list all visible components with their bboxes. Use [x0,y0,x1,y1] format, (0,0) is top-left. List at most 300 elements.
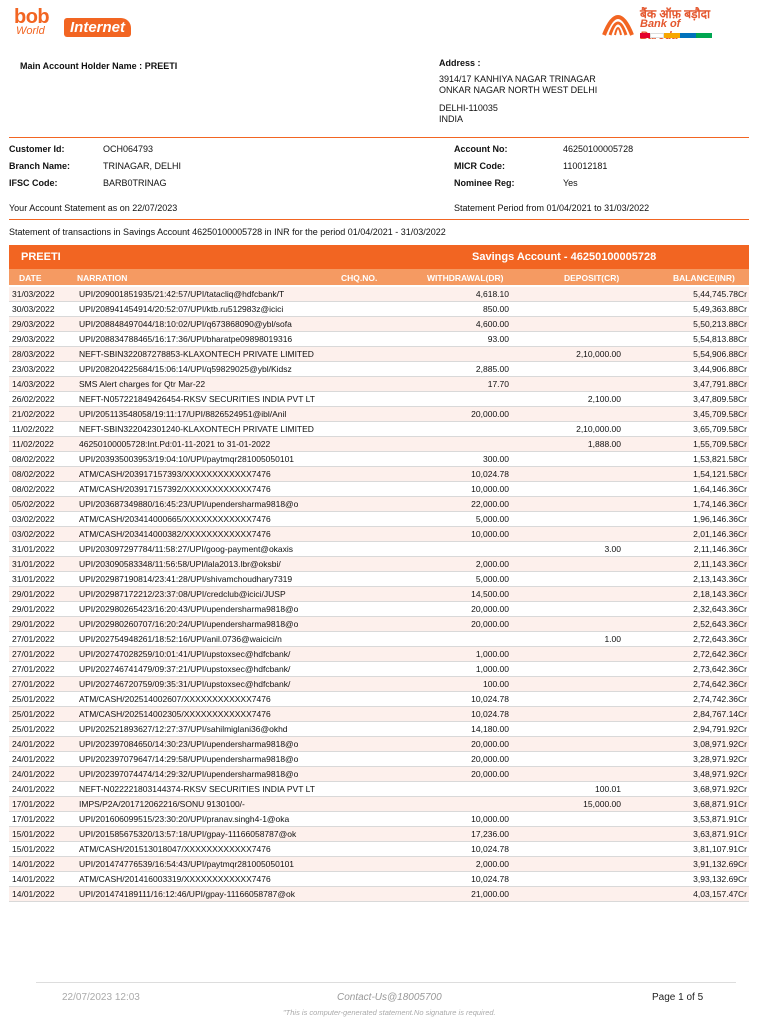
row-narration: UPI/208834788465/16:17:36/UPI/bharatpe09898019316 [77,332,339,347]
row-chq-no [339,467,399,482]
row-deposit [511,332,623,347]
row-withdrawal: 300.00 [399,452,511,467]
table-row [9,287,749,302]
row-balance: 2,18,143.36Cr [623,587,749,602]
row-narration: ATM/CASH/203414000665/XXXXXXXXXXXX7476 [77,512,339,527]
row-balance: 1,74,146.36Cr [623,497,749,512]
row-chq-no [339,872,399,887]
col-narration: NARRATION [77,273,128,283]
row-withdrawal: 14,180.00 [399,722,511,737]
row-chq-no [339,707,399,722]
row-date: 24/01/2022 [9,737,77,752]
table-row [9,362,749,377]
row-deposit [511,557,623,572]
row-deposit [511,497,623,512]
row-balance: 3,47,791.88Cr [623,377,749,392]
row-balance: 1,53,821.58Cr [623,452,749,467]
row-withdrawal: 2,885.00 [399,362,511,377]
row-deposit [511,767,623,782]
table-row [9,482,749,497]
table-row [9,407,749,422]
row-narration: ATM/CASH/203414000382/XXXXXXXXXXXX7476 [77,527,339,542]
row-balance: 5,50,213.88Cr [623,317,749,332]
row-date: 31/01/2022 [9,572,77,587]
row-date: 03/02/2022 [9,527,77,542]
row-narration: UPI/202980265423/16:20:43/UPI/upendersharma9818@o [77,602,339,617]
row-narration: UPI/203935003953/19:04:10/UPI/paytmqr281005050101 [77,452,339,467]
row-deposit: 1.00 [511,632,623,647]
row-date: 31/03/2022 [9,287,77,302]
bob-logo-text: bob [14,6,50,28]
row-withdrawal: 10,000.00 [399,527,511,542]
row-chq-no [339,887,399,902]
row-withdrawal: 5,000.00 [399,572,511,587]
row-balance: 2,01,146.36Cr [623,527,749,542]
row-balance: 2,74,642.36Cr [623,677,749,692]
row-withdrawal: 17,236.00 [399,827,511,842]
row-withdrawal: 10,024.78 [399,692,511,707]
row-chq-no [339,677,399,692]
row-balance: 5,49,363.88Cr [623,302,749,317]
table-row [9,392,749,407]
row-balance: 1,54,121.58Cr [623,467,749,482]
branch-name: TRINAGAR, DELHI [103,161,182,171]
table-row [9,857,749,872]
row-chq-no [339,632,399,647]
transactions-table [9,287,749,902]
bank-name-hindi: बैंक ऑफ़ बड़ौदा [640,7,711,21]
row-balance: 3,93,132.69Cr [623,872,749,887]
row-withdrawal: 20,000.00 [399,767,511,782]
row-deposit [511,842,623,857]
row-withdrawal [399,347,511,362]
row-withdrawal: 10,000.00 [399,482,511,497]
row-withdrawal: 10,024.78 [399,707,511,722]
table-row [9,347,749,362]
row-chq-no [339,512,399,527]
col-balance: BALANCE(INR) [673,273,735,283]
row-chq-no [339,617,399,632]
row-date: 27/01/2022 [9,677,77,692]
table-row [9,812,749,827]
row-deposit [511,362,623,377]
row-withdrawal: 22,000.00 [399,497,511,512]
table-row [9,647,749,662]
row-date: 11/02/2022 [9,437,77,452]
row-balance: 2,74,742.36Cr [623,692,749,707]
row-withdrawal [399,797,511,812]
row-deposit [511,872,623,887]
address-label: Address : [439,58,481,68]
table-row [9,467,749,482]
row-narration: UPI/208941454914/20:52:07/UPI/ktb.ru512983z@icici [77,302,339,317]
row-narration: UPI/202746720759/09:35:31/UPI/upstoxsec@hdfcbank/ [77,677,339,692]
row-deposit [511,572,623,587]
row-balance: 3,47,809.58Cr [623,392,749,407]
row-chq-no [339,752,399,767]
row-narration: UPI/202987172212/23:37:08/UPI/credclub@icici/JUSP [77,587,339,602]
bob-world-internet-logo [14,6,144,38]
row-narration: ATM/CASH/202514002305/XXXXXXXXXXXX7476 [77,707,339,722]
table-row [9,797,749,812]
divider-top [9,137,749,138]
row-date: 27/01/2022 [9,662,77,677]
row-chq-no [339,662,399,677]
row-balance: 2,73,642.36Cr [623,662,749,677]
row-chq-no [339,437,399,452]
row-deposit [511,737,623,752]
table-row [9,722,749,737]
table-row [9,542,749,557]
row-balance: 1,64,146.36Cr [623,482,749,497]
col-chq-no: CHQ.NO. [341,273,378,283]
row-withdrawal: 1,000.00 [399,647,511,662]
row-narration: UPI/202397084650/14:30:23/UPI/upendersharma9818@o [77,737,339,752]
row-chq-no [339,302,399,317]
bank-color-strip [640,33,712,38]
row-chq-no [339,812,399,827]
row-narration: UPI/208848497044/18:10:02/UPI/q673868090@ybl/sofa [77,317,339,332]
row-chq-no [339,392,399,407]
statement-title: Statement of transactions in Savings Account 46250100005728 in INR for the period 01/04/2021 - 31/03/2022 [9,227,446,237]
row-date: 29/03/2022 [9,317,77,332]
holder-name-label: Main Account Holder Name : [20,61,143,71]
row-date: 23/03/2022 [9,362,77,377]
row-withdrawal: 10,024.78 [399,467,511,482]
row-date: 17/01/2022 [9,797,77,812]
table-row [9,662,749,677]
row-withdrawal: 5,000.00 [399,512,511,527]
row-withdrawal: 14,500.00 [399,587,511,602]
row-withdrawal: 20,000.00 [399,737,511,752]
table-row [9,887,749,902]
row-balance: 2,84,767.14Cr [623,707,749,722]
row-withdrawal: 93.00 [399,332,511,347]
row-balance: 2,32,643.36Cr [623,602,749,617]
row-narration: UPI/202754948261/18:52:16/UPI/anil.0736@waicici/n [77,632,339,647]
row-narration: NEFT-SBIN322087278853-KLAXONTECH PRIVATE LIMITED [77,347,339,362]
row-balance: 5,54,906.88Cr [623,347,749,362]
row-chq-no [339,497,399,512]
row-date: 05/02/2022 [9,497,77,512]
row-date: 08/02/2022 [9,482,77,497]
row-deposit [511,527,623,542]
table-row [9,842,749,857]
row-withdrawal: 17.70 [399,377,511,392]
row-narration: IMPS/P2A/201712062216/SONU 9130100/- [77,797,339,812]
row-date: 31/01/2022 [9,557,77,572]
row-chq-no [339,737,399,752]
row-narration: UPI/201585675320/13:57:18/UPI/gpay-11166058787@ok [77,827,339,842]
row-chq-no [339,527,399,542]
row-balance: 3,48,971.92Cr [623,767,749,782]
row-date: 29/01/2022 [9,617,77,632]
row-balance: 2,11,143.36Cr [623,557,749,572]
row-balance: 2,11,146.36Cr [623,542,749,557]
row-deposit [511,512,623,527]
row-date: 24/01/2022 [9,767,77,782]
row-withdrawal [399,542,511,557]
row-chq-no [339,782,399,797]
row-deposit [511,722,623,737]
row-balance: 3,63,871.91Cr [623,827,749,842]
footer-contact: Contact-Us@18005700 [337,992,442,1003]
col-deposit: DEPOSIT(CR) [564,273,620,283]
table-row [9,752,749,767]
row-withdrawal: 4,600.00 [399,317,511,332]
address-line-1: 3914/17 KANHIYA NAGAR TRINAGAR [439,74,596,84]
row-withdrawal [399,392,511,407]
statement-period: Statement Period from 01/04/2021 to 31/03/2022 [454,203,650,213]
row-chq-no [339,647,399,662]
row-balance: 3,81,107.91Cr [623,842,749,857]
row-balance: 2,72,642.36Cr [623,647,749,662]
row-balance: 2,94,791.92Cr [623,722,749,737]
row-deposit: 3.00 [511,542,623,557]
row-withdrawal: 2,000.00 [399,557,511,572]
table-row [9,602,749,617]
table-row [9,572,749,587]
row-date: 25/01/2022 [9,722,77,737]
row-balance: 2,13,143.36Cr [623,572,749,587]
row-deposit: 2,10,000.00 [511,347,623,362]
row-deposit: 2,100.00 [511,392,623,407]
footer-disclaimer: "This is computer-generated statement.No signature is required. [283,1008,496,1017]
row-balance: 5,54,813.88Cr [623,332,749,347]
row-narration: UPI/201606099515/23:30:20/UPI/pranav.singh4-1@oka [77,812,339,827]
row-chq-no [339,452,399,467]
row-narration: UPI/203090583348/11:56:58/UPI/lala2013.lbr@oksbi/ [77,557,339,572]
row-balance: 1,96,146.36Cr [623,512,749,527]
row-narration: ATM/CASH/202514002607/XXXXXXXXXXXX7476 [77,692,339,707]
row-chq-no [339,362,399,377]
row-date: 27/01/2022 [9,647,77,662]
row-chq-no [339,572,399,587]
row-withdrawal: 10,000.00 [399,812,511,827]
footer-timestamp: 22/07/2023 12:03 [62,992,140,1003]
row-withdrawal [399,782,511,797]
row-date: 15/01/2022 [9,842,77,857]
statement-as-on: Your Account Statement as on 22/07/2023 [9,203,178,213]
row-balance: 3,65,709.58Cr [623,422,749,437]
bob-world-text: World [16,25,45,37]
row-narration: 46250100005728:Int.Pd:01-11-2021 to 31-01-2022 [77,437,339,452]
row-date: 15/01/2022 [9,827,77,842]
table-row [9,767,749,782]
holder-name-row [20,61,177,71]
table-row [9,527,749,542]
row-narration: NEFT-N022221803144374-RKSV SECURITIES INDIA PVT LT [77,782,339,797]
row-deposit [511,377,623,392]
row-date: 21/02/2022 [9,407,77,422]
row-narration: UPI/202987190814/23:41:28/UPI/shivamchoudhary7319 [77,572,339,587]
row-deposit [511,887,623,902]
row-chq-no [339,602,399,617]
transactions-body [9,287,749,902]
row-narration: SMS Alert charges for Qtr Mar-22 [77,377,339,392]
row-narration: UPI/203097297784/11:58:27/UPI/goog-payment@okaxis [77,542,339,557]
row-withdrawal: 10,024.78 [399,842,511,857]
row-balance: 3,08,971.92Cr [623,737,749,752]
row-deposit: 2,10,000.00 [511,422,623,437]
row-narration: ATM/CASH/203917157392/XXXXXXXXXXXX7476 [77,482,339,497]
row-chq-no [339,422,399,437]
row-date: 14/03/2022 [9,377,77,392]
row-withdrawal: 20,000.00 [399,752,511,767]
row-narration: UPI/202521893627/12:27:37/UPI/sahilmiglani36@okhd [77,722,339,737]
row-narration: ATM/CASH/203917157393/XXXXXXXXXXXX7476 [77,467,339,482]
row-chq-no [339,557,399,572]
row-date: 26/02/2022 [9,392,77,407]
row-deposit [511,617,623,632]
row-chq-no [339,797,399,812]
row-deposit [511,647,623,662]
address-line-2: ONKAR NAGAR NORTH WEST DELHI [439,85,598,95]
table-row [9,677,749,692]
divider-middle [9,219,749,220]
row-deposit [511,302,623,317]
address-line-3: DELHI-110035 [439,103,498,113]
row-deposit [511,317,623,332]
micr-code: 110012181 [563,161,608,171]
row-narration: ATM/CASH/201513018047/XXXXXXXXXXXX7476 [77,842,339,857]
row-withdrawal: 10,024.78 [399,872,511,887]
customer-id-label: Customer Id: [9,144,65,154]
row-deposit [511,812,623,827]
row-date: 08/02/2022 [9,452,77,467]
row-balance: 3,28,971.92Cr [623,752,749,767]
row-date: 14/01/2022 [9,887,77,902]
table-row [9,557,749,572]
row-deposit: 15,000.00 [511,797,623,812]
account-no-label: Account No: [454,144,508,154]
row-date: 24/01/2022 [9,752,77,767]
col-date: DATE [19,273,42,283]
row-deposit [511,752,623,767]
row-chq-no [339,587,399,602]
row-date: 29/01/2022 [9,587,77,602]
row-withdrawal: 1,000.00 [399,662,511,677]
row-narration: UPI/208204225684/15:06:14/UPI/q59829025@ybl/Kidsz [77,362,339,377]
row-balance: 1,55,709.58Cr [623,437,749,452]
table-row [9,737,749,752]
row-balance: 3,44,906.88Cr [623,362,749,377]
row-balance: 2,72,643.36Cr [623,632,749,647]
row-chq-no [339,347,399,362]
row-date: 14/01/2022 [9,872,77,887]
row-deposit [511,602,623,617]
table-row [9,587,749,602]
table-row [9,317,749,332]
table-row [9,707,749,722]
table-row [9,692,749,707]
branch-name-label: Branch Name: [9,161,71,171]
row-chq-no [339,857,399,872]
row-deposit [511,857,623,872]
row-balance: 2,52,643.36Cr [623,617,749,632]
row-withdrawal: 20,000.00 [399,407,511,422]
row-withdrawal [399,422,511,437]
row-withdrawal [399,632,511,647]
table-row [9,422,749,437]
row-narration: UPI/202747028259/10:01:41/UPI/upstoxsec@hdfcbank/ [77,647,339,662]
row-withdrawal: 20,000.00 [399,617,511,632]
row-chq-no [339,767,399,782]
row-withdrawal: 21,000.00 [399,887,511,902]
row-narration: UPI/202397074474/14:29:32/UPI/upendersharma9818@o [77,767,339,782]
nominee-value: Yes [563,178,578,188]
row-deposit [511,827,623,842]
row-withdrawal: 2,000.00 [399,857,511,872]
table-row [9,332,749,347]
row-withdrawal: 100.00 [399,677,511,692]
row-date: 08/02/2022 [9,467,77,482]
row-deposit [511,287,623,302]
table-row [9,632,749,647]
row-chq-no [339,287,399,302]
row-date: 24/01/2022 [9,782,77,797]
row-deposit [511,587,623,602]
row-date: 17/01/2022 [9,812,77,827]
row-date: 29/03/2022 [9,332,77,347]
address-line-4: INDIA [439,114,464,124]
row-narration: NEFT-SBIN322042301240-KLAXONTECH PRIVATE LIMITED [77,422,339,437]
row-withdrawal: 4,618.10 [399,287,511,302]
row-narration: UPI/209001851935/21:42:57/UPI/tatacliq@hdfcbank/T [77,287,339,302]
row-deposit: 100.01 [511,782,623,797]
row-deposit [511,407,623,422]
baroda-sun-icon [600,5,636,39]
row-balance: 4,03,157.47Cr [623,887,749,902]
micr-label: MICR Code: [454,161,505,171]
table-row [9,872,749,887]
row-date: 14/01/2022 [9,857,77,872]
row-date: 30/03/2022 [9,302,77,317]
row-date: 27/01/2022 [9,632,77,647]
row-chq-no [339,842,399,857]
row-balance: 3,45,709.58Cr [623,407,749,422]
row-deposit [511,452,623,467]
row-deposit: 1,888.00 [511,437,623,452]
row-deposit [511,662,623,677]
row-withdrawal [399,437,511,452]
bank-name-english: Bank of [640,18,681,30]
row-withdrawal: 850.00 [399,302,511,317]
ifsc-code: BARB0TRINAG [103,178,167,188]
row-date: 28/03/2022 [9,347,77,362]
row-narration: UPI/201474776539/16:54:43/UPI/paytmqr281005050101 [77,857,339,872]
table-title-bar [9,245,749,269]
row-balance: 3,68,871.91Cr [623,797,749,812]
nominee-label: Nominee Reg: [454,178,515,188]
table-row [9,302,749,317]
table-row [9,827,749,842]
row-deposit [511,677,623,692]
row-narration: UPI/203687349880/16:45:23/UPI/upendersharma9818@o [77,497,339,512]
row-date: 03/02/2022 [9,512,77,527]
row-balance: 3,53,871.91Cr [623,812,749,827]
row-narration: UPI/201474189111/16:12:46/UPI/gpay-11166058787@ok [77,887,339,902]
bob-internet-badge: Internet [64,18,131,37]
row-withdrawal: 20,000.00 [399,602,511,617]
account-no: 46250100005728 [563,144,634,154]
row-deposit [511,482,623,497]
table-row [9,452,749,467]
row-deposit [511,692,623,707]
table-row [9,617,749,632]
row-date: 11/02/2022 [9,422,77,437]
row-chq-no [339,722,399,737]
